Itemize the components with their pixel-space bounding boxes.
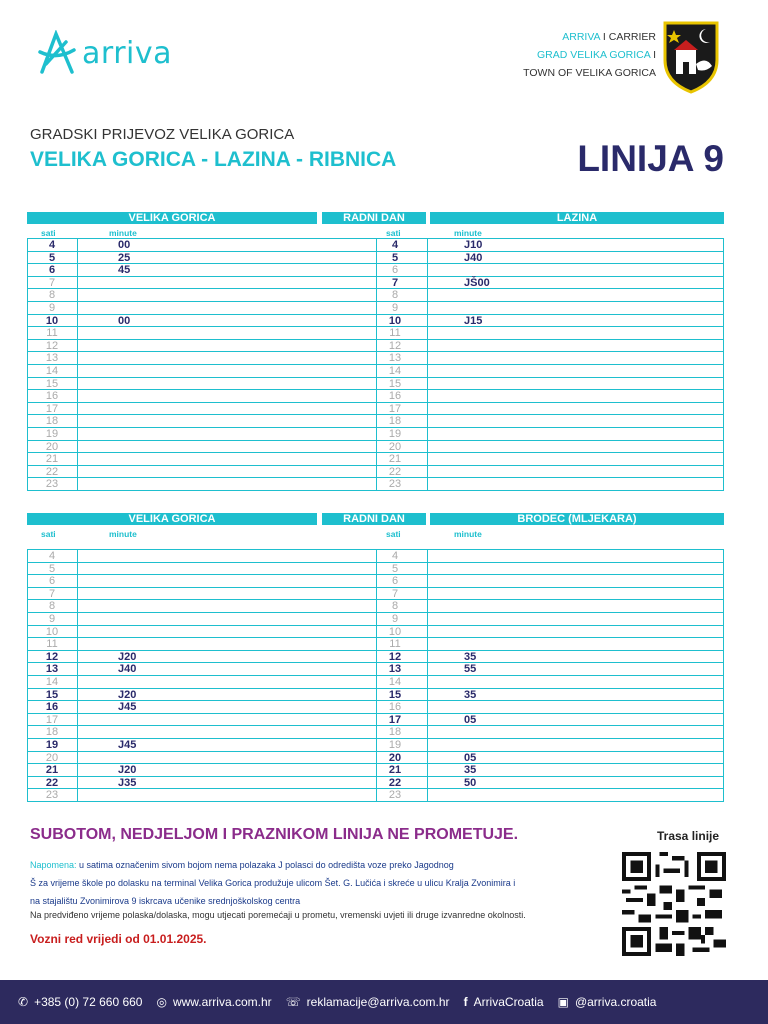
- footer-instagram-text: @arriva.croatia: [574, 995, 657, 1009]
- table-header-origin: VELIKA GORICA: [27, 212, 317, 224]
- hour-left: 14: [45, 675, 59, 688]
- col-minutes-left: minute: [109, 228, 137, 238]
- hour-left: 13: [45, 663, 59, 676]
- disclaimer: Na predviđeno vrijeme polaska/dolaska, mogu utjecati poremećaji u prometu, vremenski uvjeti ili druge izvanredne okolnosti.: [30, 910, 526, 920]
- hour-left: 10: [45, 314, 59, 327]
- globe-icon: ◎: [156, 995, 167, 1009]
- hour-left: 10: [45, 625, 59, 638]
- minutes-right: 50: [464, 776, 477, 789]
- hour-right: 14: [388, 675, 402, 688]
- hour-left: 22: [45, 465, 59, 478]
- footer-instagram[interactable]: [558, 995, 657, 1009]
- hour-right: 4: [391, 239, 399, 251]
- hour-left: 6: [48, 264, 56, 277]
- minutes-left: J20: [118, 650, 137, 663]
- footer-complaints-text: reklamacije@arriva.com.hr: [306, 995, 450, 1009]
- minutes-left: J20: [118, 764, 137, 777]
- col-hours-right: sati: [386, 529, 401, 539]
- hour-left: 9: [48, 301, 56, 314]
- hour-left: 12: [45, 650, 59, 663]
- minutes-left: 25: [118, 251, 131, 264]
- timetable-lazina: [27, 212, 724, 491]
- hour-right: 15: [388, 377, 402, 390]
- minutes-left: J35: [118, 776, 137, 789]
- route-title: VELIKA GORICA - LAZINA - RIBNICA: [30, 148, 397, 171]
- hour-left: 12: [45, 339, 59, 352]
- hour-right: 9: [391, 301, 399, 314]
- hour-right: 11: [389, 327, 401, 340]
- hour-right: 12: [388, 650, 402, 663]
- carrier-line3: TOWN OF VELIKA GORICA: [523, 67, 656, 79]
- carrier-line2-accent: GRAD VELIKA GORICA: [536, 49, 651, 61]
- hour-right: 20: [388, 751, 402, 764]
- column-divider: [427, 550, 428, 802]
- footer-phone-text: +385 (0) 72 660 660: [34, 995, 143, 1009]
- table-border-left: [27, 550, 28, 802]
- footer-facebook-text: ArrivaCroatia: [473, 995, 544, 1009]
- hour-right: 8: [391, 289, 399, 302]
- table-body: [27, 549, 724, 802]
- note-label: Napomena:: [30, 860, 77, 870]
- no-service-notice: SUBOTOM, NEDJELJOM I PRAZNIKOM LINIJA NE PROMETUJE.: [30, 826, 519, 843]
- hour-right: 15: [388, 688, 402, 701]
- hour-right: 12: [388, 339, 402, 352]
- qr-code-icon[interactable]: [622, 852, 726, 956]
- hour-left: 5: [48, 562, 56, 575]
- hour-right: 22: [388, 465, 402, 478]
- hour-left: 18: [45, 726, 59, 739]
- support-icon: ☏: [285, 995, 301, 1009]
- hour-left: 6: [48, 575, 56, 588]
- minutes-right: JŠ00: [464, 276, 490, 289]
- hour-right: 4: [391, 550, 399, 562]
- note-line1: u satima označenim sivom bojom nema polazaka J polasci do odredišta voze preko Jagodnog: [76, 860, 454, 870]
- hour-left: 16: [45, 701, 59, 714]
- hour-right: 16: [388, 701, 402, 714]
- table-header-destination: BRODEC (MLJEKARA): [430, 513, 724, 525]
- hour-right: 23: [388, 478, 402, 491]
- footer-complaints[interactable]: [286, 995, 450, 1009]
- hour-right: 16: [388, 390, 402, 403]
- hour-right: 17: [388, 402, 402, 415]
- hour-right: 7: [391, 587, 399, 600]
- hour-right: 18: [388, 415, 402, 428]
- hour-right: 13: [388, 663, 402, 676]
- minutes-right: J40: [464, 251, 483, 264]
- hour-right: 23: [388, 789, 402, 802]
- hour-left: 21: [45, 453, 59, 466]
- hour-left: 11: [46, 327, 58, 340]
- carrier-line1-rest: I CARRIER: [599, 31, 656, 43]
- table-body: [27, 238, 724, 491]
- hour-left: 20: [45, 440, 59, 453]
- hour-right: 6: [391, 264, 399, 277]
- hour-left: 23: [45, 789, 59, 802]
- footer-phone[interactable]: [18, 995, 142, 1009]
- minutes-left: J40: [118, 663, 137, 676]
- hour-right: 10: [388, 625, 402, 638]
- hour-left: 7: [48, 276, 56, 289]
- hour-left: 7: [48, 587, 56, 600]
- minutes-left: 00: [118, 239, 131, 251]
- hour-right: 13: [388, 352, 402, 365]
- hour-right: 17: [388, 713, 402, 726]
- hour-right: 22: [388, 776, 402, 789]
- hour-left: 14: [45, 364, 59, 377]
- column-divider: [77, 550, 78, 802]
- column-divider: [77, 239, 78, 491]
- hour-left: 21: [45, 764, 59, 777]
- hour-right: 6: [391, 575, 399, 588]
- minutes-right: 35: [464, 650, 477, 663]
- hour-right: 21: [388, 764, 402, 777]
- hour-right: 9: [391, 612, 399, 625]
- carrier-info: [523, 28, 656, 82]
- hour-right: 11: [389, 638, 401, 651]
- hour-right: 21: [388, 453, 402, 466]
- hour-left: 5: [48, 251, 56, 264]
- col-minutes-left: minute: [109, 529, 137, 539]
- instagram-icon: ▣: [557, 995, 569, 1009]
- page-subtitle: GRADSKI PRIJEVOZ VELIKA GORICA: [30, 126, 295, 143]
- table-border-right: [723, 550, 724, 802]
- col-hours-left: sati: [41, 228, 56, 238]
- hour-left: 19: [45, 738, 59, 751]
- table-header-day-type: RADNI DAN: [322, 212, 426, 224]
- minutes-left: J45: [118, 701, 137, 714]
- hour-left: 18: [45, 415, 59, 428]
- footer-web[interactable]: [156, 995, 271, 1009]
- column-divider: [427, 239, 428, 491]
- hour-left: 22: [45, 776, 59, 789]
- carrier-line1-accent: ARRIVA: [562, 31, 600, 43]
- minutes-left: J20: [118, 688, 137, 701]
- minutes-left: J45: [118, 738, 137, 751]
- minutes-right: 55: [464, 663, 477, 676]
- hour-left: 16: [45, 390, 59, 403]
- minutes-right: J10: [464, 239, 483, 251]
- note-line2: Š za vrijeme škole po dolasku na terminal Velika Gorica produžuje ulicom Šet. G. Lučića i skreće u ulicu Kralja Zvonimira i: [30, 878, 516, 888]
- hour-right: 5: [391, 251, 399, 264]
- footer-web-text: www.arriva.com.hr: [172, 995, 272, 1009]
- col-minutes-right: minute: [454, 529, 482, 539]
- hour-right: 5: [391, 562, 399, 575]
- minutes-left: 00: [118, 314, 131, 327]
- minutes-right: 35: [464, 688, 477, 701]
- hour-left: 11: [46, 638, 58, 651]
- hour-right: 7: [391, 276, 399, 289]
- column-divider: [376, 550, 377, 802]
- hour-left: 8: [48, 289, 56, 302]
- hour-left: 4: [48, 239, 56, 251]
- column-divider: [376, 239, 377, 491]
- hour-left: 23: [45, 478, 59, 491]
- minutes-right: 35: [464, 764, 477, 777]
- hour-left: 9: [48, 612, 56, 625]
- hour-left: 17: [45, 713, 59, 726]
- phone-icon: ✆: [18, 995, 29, 1009]
- minutes-left: 45: [118, 264, 131, 277]
- hour-right: 8: [391, 600, 399, 613]
- table-border-right: [723, 239, 724, 491]
- line-number: LINIJA 9: [577, 138, 724, 179]
- table-border-left: [27, 239, 28, 491]
- hour-left: 19: [45, 427, 59, 440]
- qr-label: Trasa linije: [657, 829, 720, 843]
- arriva-wordmark: arriva: [82, 35, 172, 71]
- timetable-brodec: [27, 513, 724, 802]
- col-minutes-right: minute: [454, 228, 482, 238]
- hour-left: 13: [45, 352, 59, 365]
- facebook-icon: f: [463, 995, 468, 1009]
- hour-left: 20: [45, 751, 59, 764]
- validity-notice: Vozni red vrijedi od 01.01.2025.: [30, 932, 207, 946]
- hour-right: 19: [388, 738, 402, 751]
- table-header-destination: LAZINA: [430, 212, 724, 224]
- hour-left: 4: [48, 550, 56, 562]
- minutes-right: J15: [464, 314, 483, 327]
- arriva-logo-icon: [36, 30, 78, 76]
- hour-right: 19: [388, 427, 402, 440]
- velika-gorica-crest-icon: [662, 20, 720, 94]
- carrier-line2-rest: I: [650, 49, 656, 61]
- table-header-day-type: RADNI DAN: [322, 513, 426, 525]
- hour-left: 15: [45, 377, 59, 390]
- note-block: [30, 856, 610, 910]
- hour-right: 18: [388, 726, 402, 739]
- hour-left: 15: [45, 688, 59, 701]
- table-header-origin: VELIKA GORICA: [27, 513, 317, 525]
- footer-bar: [0, 980, 768, 1024]
- col-hours-left: sati: [41, 529, 56, 539]
- hour-left: 8: [48, 600, 56, 613]
- hour-left: 17: [45, 402, 59, 415]
- arriva-logo: [36, 30, 172, 76]
- hour-right: 14: [388, 364, 402, 377]
- minutes-right: 05: [464, 713, 477, 726]
- hour-right: 10: [388, 314, 402, 327]
- footer-facebook[interactable]: [464, 995, 544, 1009]
- minutes-right: 05: [464, 751, 477, 764]
- note-line3: na stajalištu Zvonimirova 9 iskrcava učenike srednjoškolskog centra: [30, 896, 301, 906]
- hour-right: 20: [388, 440, 402, 453]
- col-hours-right: sati: [386, 228, 401, 238]
